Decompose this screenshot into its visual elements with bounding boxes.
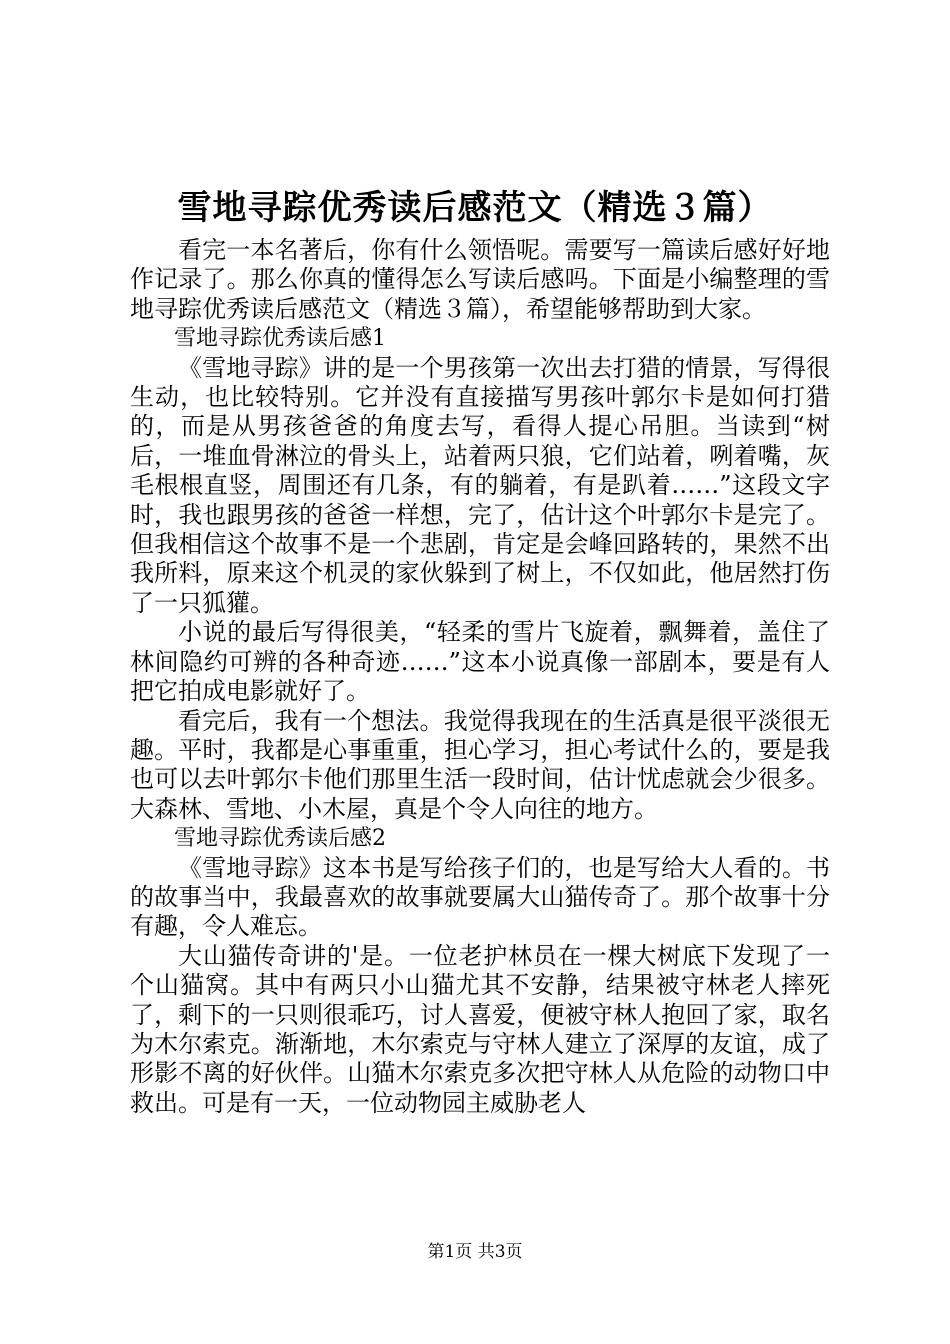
document-title: 雪地寻踪优秀读后感范文（精选３篇） [177,188,773,228]
paragraph: 《雪地寻踪》这本书是写给孩子们的，也是写给大人看的。书的故事当中，我最喜欢的故事就要属大山猫传奇了。那个故事十分有趣，令人难忘。 [130,853,830,941]
paragraph: 大山猫传奇讲的'是。一位老护林员在一棵大树底下发现了一个山猫窝。其中有两只小山猫尤其不安静，结果被守林老人摔死了，剩下的一只则很乖巧，讨人喜爱，便被守林人抱回了家，取名为木尔索克。渐渐地，木尔索克与守林人建立了深厚的友谊，成了形影不离的好伙伴。山猫木尔索克多次把守林人从危险的动物口中救出。可是有一天，一位动物园主威胁老人 [130,941,830,1117]
document-body [130,236,830,1118]
section-heading-2: 雪地寻踪优秀读后感2 [174,826,386,852]
section-heading-1: 雪地寻踪优秀读后感1 [174,326,386,352]
paragraph-intro: 看完一本名著后，你有什么领悟呢。需要写一篇读后感好好地作记录了。那么你真的懂得怎么写读后感吗。下面是小编整理的雪地寻踪优秀读后感范文（精选３篇），希望能够帮助到大家。 [130,236,830,323]
paragraph: 小说的最后写得很美，“轻柔的雪片飞旋着，飘舞着，盖住了林间隐约可辨的各种奇迹……”这本小说真像一部剧本，要是有人把它拍成电影就好了。 [130,618,830,706]
paragraph: 《雪地寻踪》讲的是一个男孩第一次出去打猎的情景，写得很生动，也比较特别。它并没有直接描写男孩叶郭尔卡是如何打猎的，而是从男孩爸爸的角度去写，看得人提心吊胆。当读到“树后，一堆血骨淋泣的骨头上，站着两只狼，它们站着，咧着嘴，灰毛根根直竖，周围还有几条，有的躺着，有是趴着……”这段文字时，我也跟男孩的爸爸一样想，完了，估计这个叶郭尔卡是完了。但我相信这个故事不是一个悲剧，肯定是会峰回路转的，果然不出我所料，原来这个机灵的家伙躲到了树上，不仅如此，他居然打伤了一只狐獾。 [130,353,830,617]
page-number-footer: 第1页 共3页 [427,1242,523,1262]
paragraph: 看完后，我有一个想法。我觉得我现在的生活真是很平淡很无趣。平时，我都是心事重重，担心学习，担心考试什么的，要是我也可以去叶郭尔卡他们那里生活一段时间，估计忧虑就会少很多。大森林、雪地、小木屋，真是个令人向往的地方。 [130,706,830,823]
